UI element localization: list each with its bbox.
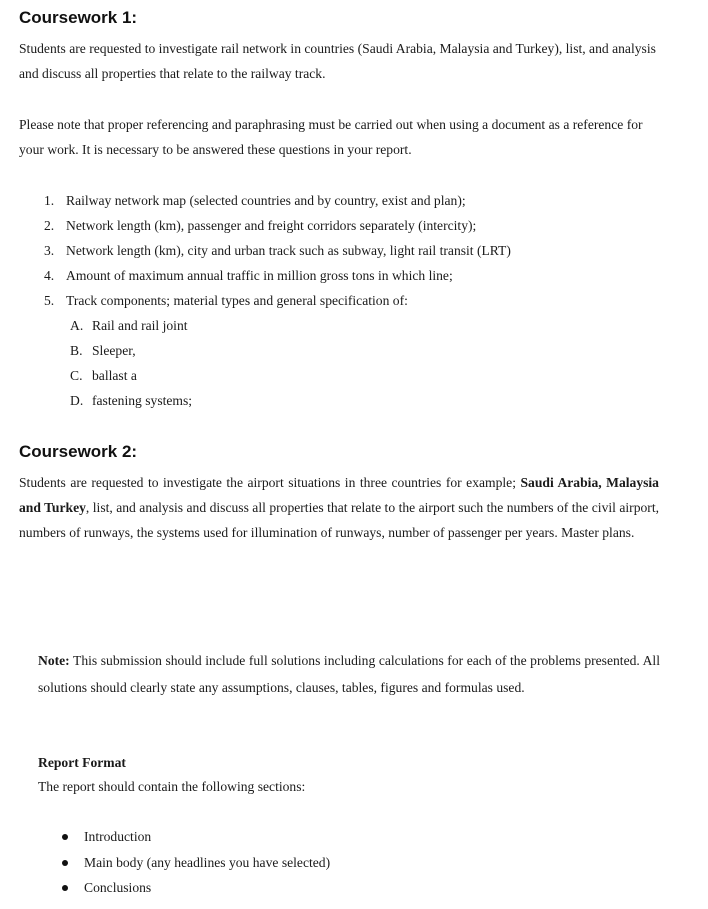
list-item: 1. Railway network map (selected countries and by country, exist and plan); — [44, 193, 466, 208]
report-format-intro: The report should contain the following sections: — [38, 779, 306, 794]
bullet-icon — [62, 834, 68, 840]
list-item: 5. Track components; material types and general specification of: — [44, 293, 408, 308]
submission-note: Note: This submission should include full solutions including calculations for each of the problems presented. All solutions should clearly state any assumptions, clauses, tables, figures and formulas used. — [38, 653, 660, 695]
coursework1-question-list — [44, 188, 511, 313]
sublist-item: D. fastening systems; — [70, 393, 193, 408]
bullet-icon — [62, 860, 68, 866]
coursework1-title: Coursework 1: — [19, 8, 138, 27]
coursework1-intro: Students are requested to investigate rail network in countries (Saudi Arabia, Malaysia and Turkey), list, and analysis and discuss all properties that relate to the railway track. — [19, 41, 656, 81]
bullet-item: Conclusions — [62, 875, 330, 901]
bullet-icon — [62, 885, 68, 891]
list-item: 2. Network length (km), passenger and freight corridors separately (intercity); — [44, 218, 477, 233]
bullet-item: Introduction — [62, 824, 330, 850]
list-item: 4. Amount of maximum annual traffic in million gross tons in which line; — [44, 268, 453, 283]
coursework2-description: Students are requested to investigate the airport situations in three countries for example; Saudi Arabia, Malaysia and Turkey, list, and analysis and discuss all properties that relate to the airport such the numbers of the civil airport, numbers of runways, the systems used for illumination of runways, number of passenger per years. Master plans. — [19, 475, 659, 540]
bullet-item: Main body (any headlines you have selected) — [62, 850, 330, 876]
report-sections-list — [62, 824, 330, 901]
coursework1-note: Please note that proper referencing and paraphrasing must be carried out when using a document as a reference for your work. It is necessary to be answered these questions in your report. — [19, 117, 643, 157]
sublist-item: C. ballast a — [70, 368, 137, 383]
coursework2-title: Coursework 2: — [19, 442, 138, 461]
sublist-item: B. Sleeper, — [70, 343, 136, 358]
list-item: 3. Network length (km), city and urban track such as subway, light rail transit (LRT) — [44, 243, 511, 258]
report-format-title: Report Format — [38, 755, 126, 770]
sublist-item: A. Rail and rail joint — [70, 318, 188, 333]
track-components-sublist — [70, 313, 192, 413]
